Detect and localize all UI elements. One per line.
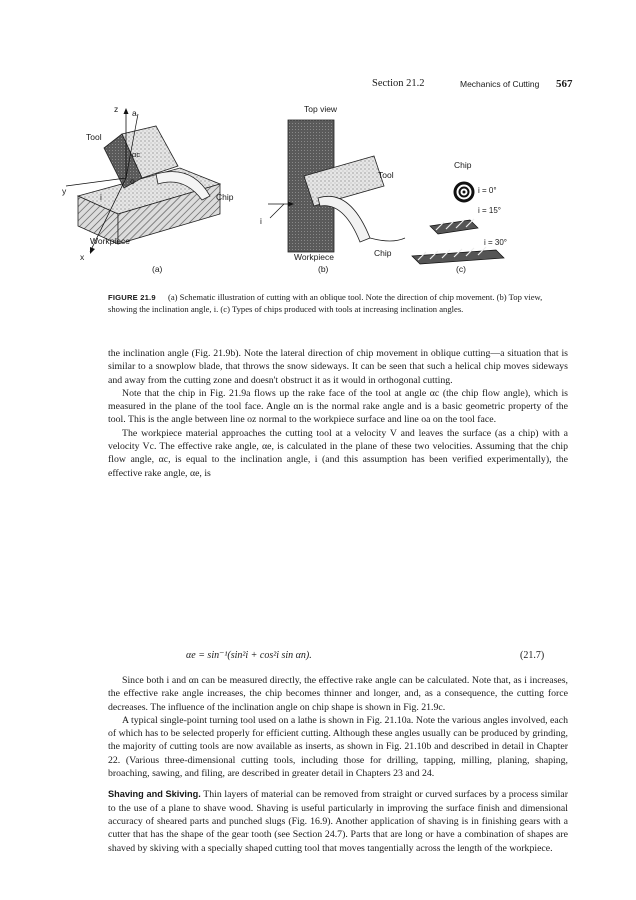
axis-y-label: y [62, 186, 67, 196]
chip-label-a: Chip [216, 192, 234, 202]
axis-z-label: z [114, 104, 119, 114]
alpha-c-label: αc [132, 150, 141, 159]
equation-number: (21.7) [520, 650, 545, 661]
tool-label-b: Tool [378, 170, 394, 180]
figure-21-9 [60, 104, 560, 284]
body-text-top [108, 347, 568, 480]
header-section: Section 21.2 [372, 78, 425, 89]
running-header [0, 78, 636, 92]
chip-i0-label: i = 0° [478, 186, 497, 195]
equation-body: αe = sin⁻¹(sin²i + cos²i sin αn). [186, 650, 312, 661]
incl-i-label-b: i [260, 216, 262, 226]
panel-a-label: (a) [152, 264, 163, 274]
paragraph-1: the inclination angle (Fig. 21.9b). Note the lateral direction of chip movement in oblique cutting—a situation that is similar to a snowplow blade, that throws the snow sideways. It can be seen that such a helical chip moves sideways and away from the cutting zone and doesn't obstruct it as it would in orthogonal cutting. [108, 348, 568, 386]
figure-caption [108, 292, 568, 315]
chip-label-c: Chip [454, 160, 472, 170]
run-in-heading: Shaving and Skiving. [108, 789, 201, 800]
workpiece-label-b: Workpiece [294, 252, 334, 262]
chip-i15-label: i = 15° [478, 206, 501, 215]
panel-c-label: (c) [456, 264, 466, 274]
incl-i-label-a: i [100, 192, 102, 202]
origin-o-label: o [130, 176, 135, 186]
paragraph-3: The workpiece material approaches the cutting tool at a velocity V and leaves the surface (as a chip) with a velocity Vc. The effective rake angle, αe, is calculated in the plane of these two velocities. Assuming that the chip flow angle, αc, is equal to the inclination angle, i (and this assumption has been verified experimentally), the effective rake angle, αe, is [108, 427, 568, 479]
body-text-bottom [108, 674, 568, 855]
header-title: Mechanics of Cutting [460, 79, 540, 89]
paragraph-6-text: Thin layers of material can be removed from straight or curved surfaces by a process similar to the use of a plane to shave wood. Shaving is useful particularly in improving the surface finish and dimensional accuracy of sheared parts and punched slugs (Fig. 16.9). Another application of shaving is in finishing gears with a cutter that has the shape of the gear tooth (see Section 24.7). Parts that are long or have a combination of shapes are shaved by skiving with a specially shaped cutting tool that moves tangentially across the length of the workpiece. [108, 789, 568, 854]
paragraph-6 [108, 788, 568, 854]
figure-caption-label: FIGURE 21.9 [108, 293, 156, 302]
panel-a-drawing [66, 108, 220, 254]
axis-a-label: a [132, 108, 137, 118]
chip-i30-label: i = 30° [484, 238, 507, 247]
panel-c-drawing [412, 183, 504, 264]
workpiece-label-a: Workpiece [90, 236, 130, 246]
page-number: 567 [556, 78, 573, 90]
panel-b-label: (b) [318, 264, 329, 274]
top-view-title: Top view [304, 104, 338, 114]
panel-b-drawing [268, 120, 405, 252]
paragraph-2: Note that the chip in Fig. 21.9a flows up the rake face of the tool at angle αc (the chip flow angle), which is measured in the plane of the tool face. Angle αn is the normal rake angle and is a basic geometric property of the tool. This is the angle between line oz normal to the workpiece surface and line oa on the tool face. [108, 387, 568, 426]
paragraph-4: Since both i and αn can be measured directly, the effective rake angle can be calculated. Note that, as i increases, the effective rake angle increases, the chip becomes thinner and longer, and, as a consequence, the cutting force decreases. The influence of the inclination angle on chip shape is shown in Fig. 21.9c. [108, 675, 568, 713]
axis-x-label: x [80, 252, 85, 262]
paragraph-5: A typical single-point turning tool used on a lathe is shown in Fig. 21.10a. Note the various angles involved, each of which has to be selected properly for efficient cutting. Although these angles usually can be produced by grinding, the majority of cutting tools are now available as inserts, as shown in Fig. 21.10b and described in detail in Chapter 22. (Various three-dimensional cutting tools, including those for drilling, tapping, milling, planing, shaping, broaching, sawing, and filing, are described in greater detail in Chapters 23 and 24. [108, 714, 568, 780]
figure-caption-text: (a) Schematic illustration of cutting with an oblique tool. Note the direction of chip movement. (b) Top view, showing the inclination angle, i. (c) Types of chips produced with tools at increasing inclination angles. [108, 292, 543, 314]
tool-label-a: Tool [86, 132, 102, 142]
chip-label-b: Chip [374, 248, 392, 258]
equation-21-7 [108, 650, 568, 664]
